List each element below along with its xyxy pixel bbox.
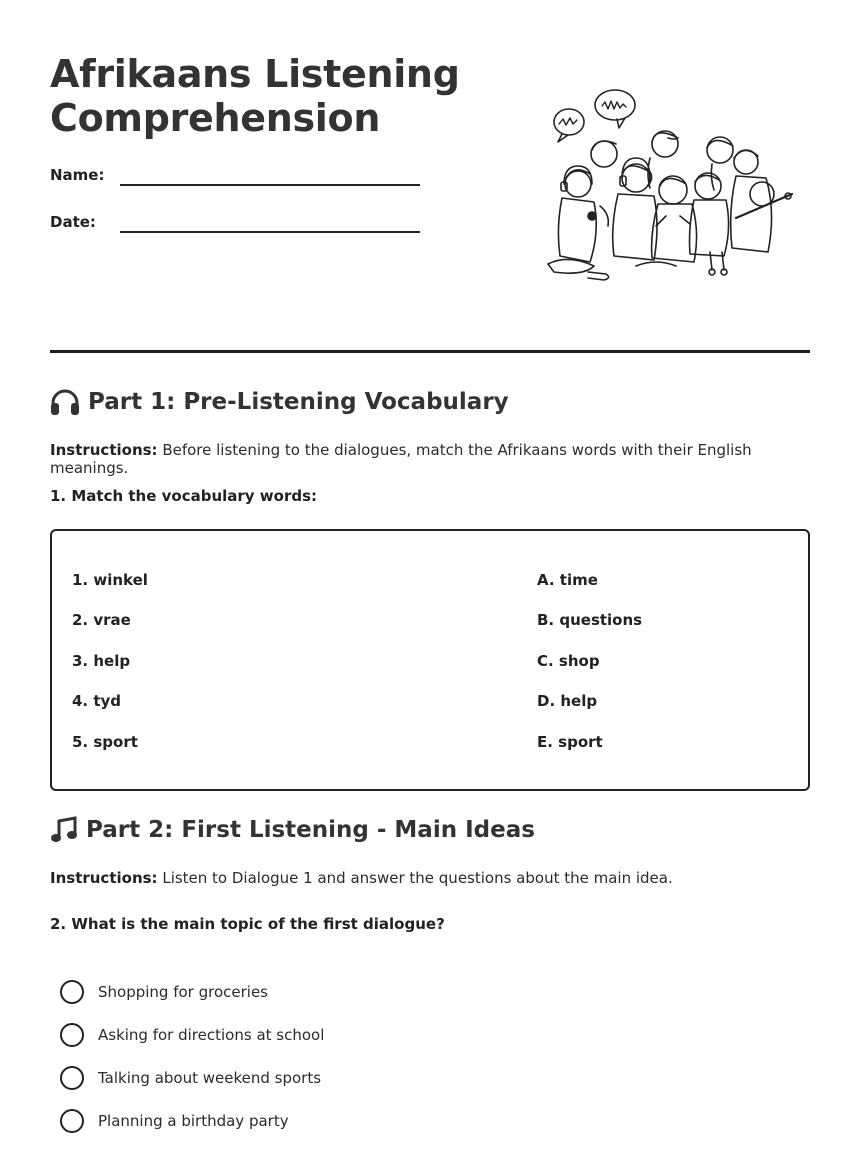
part2-heading-text: Part 2: First Listening - Main Ideas — [86, 817, 535, 843]
option-4-label: Planning a birthday party — [98, 1112, 289, 1130]
option-1-radio[interactable] — [60, 980, 84, 1004]
date-field-row — [50, 213, 420, 243]
date-label: Date: — [50, 213, 96, 231]
vocab-right-item-a: A. time — [537, 571, 598, 589]
part2-instructions-label: Instructions: — [50, 869, 158, 887]
option-3-label: Talking about weekend sports — [98, 1069, 322, 1087]
option-4[interactable] — [60, 1108, 289, 1134]
speech-bubble-right-icon — [595, 90, 635, 128]
vocab-left-item-2: 2. vrae — [72, 611, 131, 629]
option-2-radio[interactable] — [60, 1023, 84, 1047]
option-4-radio[interactable] — [60, 1109, 84, 1133]
option-1[interactable] — [60, 979, 268, 1005]
headphones-icon — [50, 388, 80, 416]
part2-heading — [50, 816, 535, 844]
name-input-line[interactable] — [120, 166, 420, 186]
option-1-label: Shopping for groceries — [98, 983, 268, 1001]
vocab-right-item-b: B. questions — [537, 611, 643, 629]
date-input-line[interactable] — [120, 213, 420, 233]
header-divider — [50, 350, 810, 353]
page-title-line-2: Comprehension — [50, 96, 381, 140]
part1-instructions-label: Instructions: — [50, 441, 158, 459]
option-3-radio[interactable] — [60, 1066, 84, 1090]
part2-instructions — [50, 869, 810, 887]
vocab-left-item-5: 5. sport — [72, 733, 138, 751]
children-listening-illustration — [540, 86, 795, 286]
vocab-left-item-4: 4. tyd — [72, 692, 122, 710]
part1-instructions — [50, 441, 810, 477]
part1-heading — [50, 388, 509, 416]
page-title — [50, 52, 470, 140]
option-2[interactable] — [60, 1022, 324, 1048]
vocab-right-item-e: E. sport — [537, 733, 603, 751]
speech-bubble-left-icon — [554, 109, 584, 142]
option-2-label: Asking for directions at school — [98, 1026, 325, 1044]
question-2: 2. What is the main topic of the first dialogue? — [50, 915, 445, 933]
name-label: Name: — [50, 166, 105, 184]
worksheet-header — [50, 52, 470, 231]
part1-instructions-text: Before listening to the dialogues, match the Afrikaans words with their English meanings. — [50, 441, 752, 477]
vocab-right-item-c: C. shop — [537, 652, 600, 670]
name-field-row — [50, 166, 420, 196]
part1-heading-text: Part 1: Pre-Listening Vocabulary — [88, 389, 509, 415]
page-title-line-1: Afrikaans Listening — [50, 52, 460, 96]
question-1: 1. Match the vocabulary words: — [50, 487, 318, 505]
option-3[interactable] — [60, 1065, 321, 1091]
vocab-right-item-d: D. help — [537, 692, 598, 710]
vocab-left-item-1: 1. winkel — [72, 571, 148, 589]
vocabulary-match-box — [50, 529, 810, 791]
part2-instructions-text: Listen to Dialogue 1 and answer the questions about the main idea. — [157, 869, 673, 887]
vocab-left-item-3: 3. help — [72, 652, 131, 670]
music-note-icon — [50, 816, 78, 844]
